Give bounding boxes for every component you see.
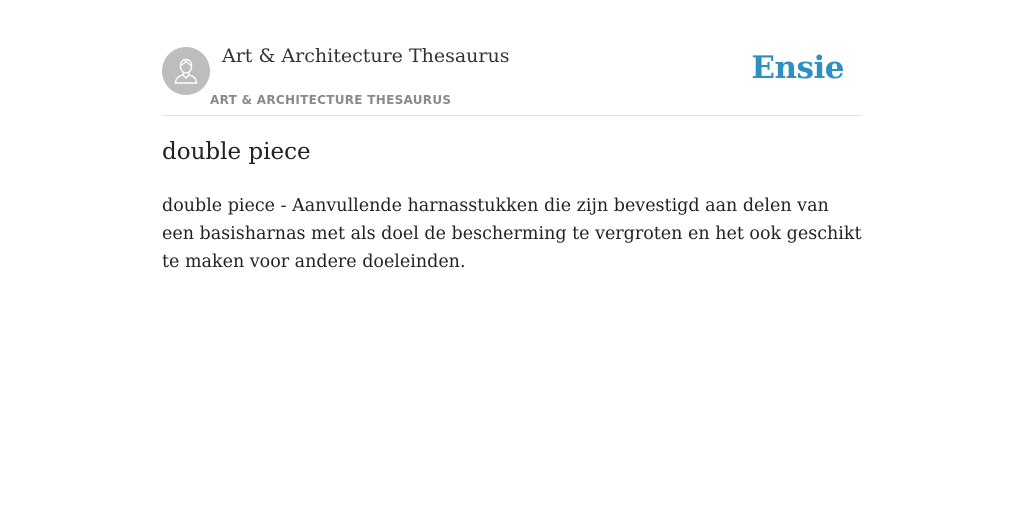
- avatar[interactable]: [162, 47, 210, 95]
- entry-title: double piece: [162, 139, 311, 165]
- source-label[interactable]: ART & ARCHITECTURE THESAURUS: [210, 93, 452, 107]
- ensie-logo[interactable]: Ensie: [751, 50, 844, 86]
- user-silhouette-icon: [171, 56, 201, 86]
- author-name[interactable]: Art & Architecture Thesaurus: [222, 45, 510, 67]
- page-content: [162, 0, 862, 272]
- entry-definition: double piece - Aanvullende harnasstukken die zijn bevestigd aan delen van een basisharnas met als doel de bescherming te vergroten en het ook geschikt te maken voor andere doeleinden.: [162, 196, 862, 272]
- entry-header: [162, 0, 862, 116]
